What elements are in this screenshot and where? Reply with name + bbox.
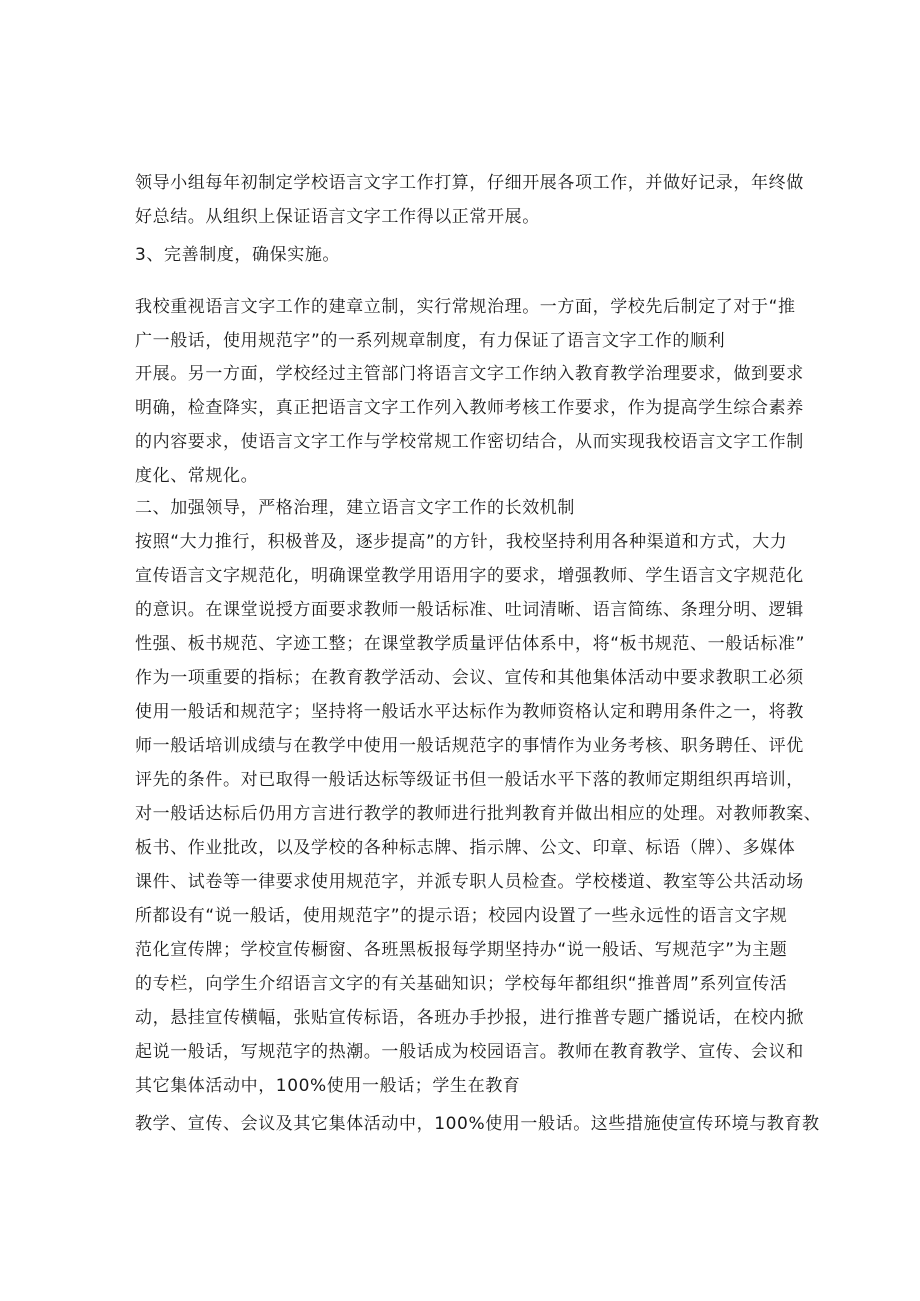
text-line: 广一般话，使用规范字”的一系列规章制度，有力保证了语言文字工作的顺利 [135, 331, 726, 351]
text-line: 宣传语言文字规范化，明确课堂教学用语用字的要求，增强教师、学生语言文字规范化 [135, 566, 804, 586]
text-line: 领导小组每年初制定学校语言文字工作打算，仔细开展各项工作，并做好记录，年终做 [135, 173, 804, 193]
text-line: 范化宣传牌；学校宣传橱窗、各班黑板报每学期坚持办“说一般话、写规范字”为主题 [135, 940, 788, 960]
text-line: 作为一项重要的指标；在教育教学活动、会议、宣传和其他集体活动中要求教职工必须 [135, 668, 804, 688]
text-line: 动，悬挂宣传横幅，张贴宣传标语，各班办手抄报，进行推普专题广播说话，在校内掀 [135, 1008, 804, 1028]
text-line: 使用一般话和规范字；坚持将一般话水平达标作为教师资格认定和聘用条件之一，将教 [135, 702, 804, 722]
text-line: 板书、作业批改，以及学校的各种标志牌、指示牌、公文、印章、标语（牌）、多媒体 [135, 838, 796, 858]
text-line: 明确，检查降实，真正把语言文字工作列入教师考核工作要求，作为提高学生综合素养 [135, 398, 804, 418]
text-line: 我校重视语言文字工作的建章立制，实行常规治理。一方面，学校先后制定了对于“推 [135, 297, 796, 317]
section-heading: 二、加强领导，严格治理，建立语言文字工作的长效机制 [135, 498, 575, 518]
text-line: 师一般话培训成绩与在教学中使用一般话规范字的事情作为业务考核、职务聘任、评优 [135, 736, 804, 756]
text-line: 性强、板书规范、字迹工整；在课堂教学质量评估体系中，将“板书规范、一般话标准” [135, 634, 806, 654]
text-line: 评先的条件。对已取得一般话达标等级证书但一般话水平下落的教师定期组织再培训， [135, 770, 804, 790]
text-line: 教学、宣传、会议及其它集体活动中，100%使用一般话。这些措施使宣传环境与教育教 [135, 1114, 820, 1134]
text-line: 对一般话达标后仍用方言进行教学的教师进行批判教育并做出相应的处理。对教师教案、 [135, 804, 822, 824]
text-line: 按照“大力推行，积极普及，逐步提高”的方针，我校坚持利用各种渠道和方式，大力 [135, 532, 788, 552]
text-line: 的内容要求，使语言文字工作与学校常规工作密切结合，从而实现我校语言文字工作制 [135, 432, 804, 452]
text-line: 所都设有“说一般话，使用规范字”的提示语；校园内设置了一些永远性的语言文字规 [135, 906, 788, 926]
text-line: 好总结。从组织上保证语言文字工作得以正常开展。 [135, 207, 540, 227]
text-line: 度化、常规化。 [135, 466, 259, 486]
text-line: 的专栏，向学生介绍语言文字的有关基础知识；学校每年都组织“推普周”系列宣传活 [135, 974, 788, 994]
text-line: 起说一般话，写规范字的热潮。一般话成为校园语言。教师在教育教学、宣传、会议和 [135, 1042, 804, 1062]
text-line: 课件、试卷等一律要求使用规范字，并派专职人员检查。学校楼道、教室等公共活动场 [135, 872, 804, 892]
text-line: 开展。另一方面，学校经过主管部门将语言文字工作纳入教育教学治理要求，做到要求 [135, 364, 804, 384]
section-heading: 3、完善制度，确保实施。 [135, 245, 341, 265]
text-line: 的意识。在课堂说授方面要求教师一般话标准、吐词清晰、语言简练、条理分明、逻辑 [135, 600, 804, 620]
text-line: 其它集体活动中，100%使用一般话；学生在教育 [135, 1076, 521, 1096]
